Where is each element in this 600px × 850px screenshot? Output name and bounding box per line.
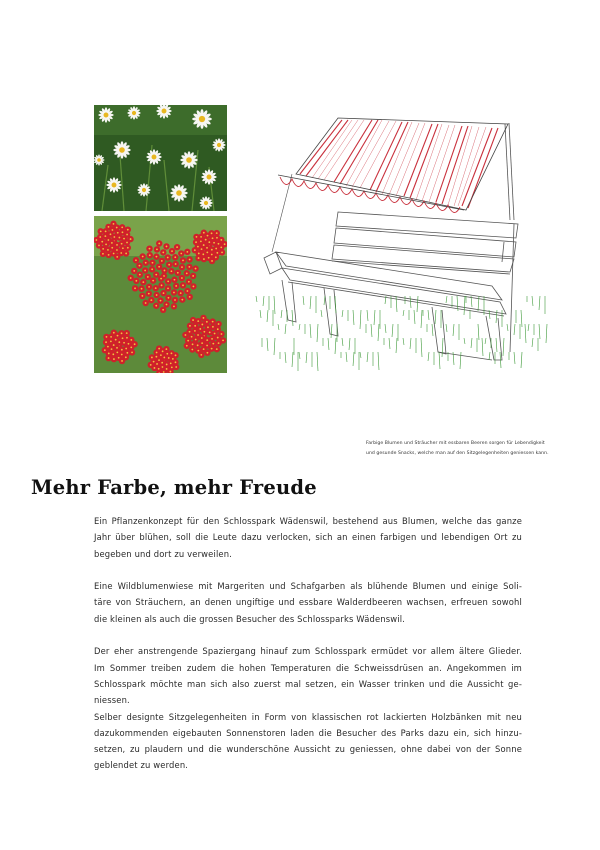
p3-line-3: Schlosspark möchte man sich also zuerst mal setzen, ein Wasser trinken und die Aussicht ge- (94, 678, 522, 689)
p3-line-2: Im Sommer treiben zudem die hohen Temperaturen die Schweissdrüsen an. Angekommen im (94, 662, 522, 673)
p2-line-2: täre von Sträuchern, an denen ungiftige und essbare Walderdbeeren wachsen, erfreuen sowohl (94, 597, 522, 608)
bench-sketch (252, 102, 562, 417)
p3-line-8: geblendet zu werden. (94, 760, 189, 771)
p1-line-1: Ein Pflanzenkonzept für den Schlosspark Wädenswil, bestehend aus Blumen, welche das ganze (94, 516, 522, 526)
p3-line-4: niessen. (94, 695, 130, 706)
section-heading: Mehr Farbe, mehr Freude (31, 476, 317, 499)
p1-line-3: begeben und dort zu verweilen. (94, 548, 232, 559)
p2-line-1: Eine Wildblumenwiese mit Margeriten und Schafgarben als blühende Blumen und einige Soli- (94, 581, 522, 592)
p2-line-3: die kleinen als auch die grossen Besucher des Schlossparks Wädenswil. (94, 613, 405, 624)
caption-line-2: und gesunde Snacks, welche man auf den Sitzgelegenheiten geniessen kann. (366, 451, 549, 456)
yarrow-photo (94, 216, 227, 373)
p3-line-1: Der eher anstrengende Spaziergang hinauf zum Schlosspark ermüdet vor allem ältere Glieder. (94, 646, 522, 657)
body-text (94, 513, 522, 774)
p3-line-6: dazukommenden eigebauten Sonnenstoren laden die Besucher des Parks dazu ein, sich hinzu- (94, 727, 522, 738)
p1-line-2: Jahr über blühen, soll die Leute dazu verlocken, sich an einen farbigen und lebendigen Ort zu (94, 532, 522, 543)
caption-line-1: Farbige Blumen und Sträucher mit essbaren Beeren sorgen für Lebendigkeit (366, 441, 545, 446)
image-caption (366, 439, 566, 459)
daisy-photo (94, 105, 227, 211)
p3-line-5: Selber designte Sitzgelegenheiten in Form von klassischen rot lackierten Holzbänken mit neu (94, 711, 522, 722)
p3-line-7: setzen, zu plaudern und die wunderschöne Aussicht zu geniessen, ohne dabei von der Sonne (94, 744, 522, 755)
